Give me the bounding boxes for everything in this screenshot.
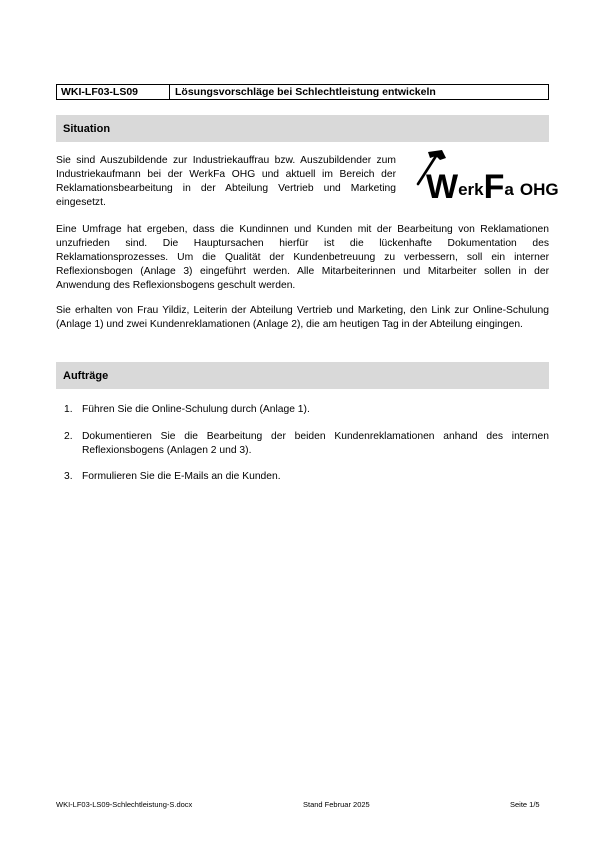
document-code: WKI-LF03-LS09	[57, 85, 170, 99]
task-item	[64, 403, 549, 417]
logo-wordmark: WerkFa OHG	[426, 168, 559, 206]
task-text: Dokumentieren Sie die Bearbeitung der beiden Kundenreklamationen anhand des internen Reflexionsbogens (Anlagen 2 und 3).	[82, 431, 549, 456]
footer-page-number: Seite 1/5	[510, 800, 540, 809]
footer-filename: WKI-LF03-LS09-Schlechtleistung-S.docx	[56, 800, 193, 809]
task-number: 1.	[64, 404, 73, 415]
task-item	[64, 430, 549, 458]
task-text: Führen Sie die Online-Schulung durch (Anlage 1).	[82, 404, 310, 415]
header-table	[56, 84, 549, 100]
situation-paragraph-2: Eine Umfrage hat ergeben, dass die Kundinnen und Kunden mit der Bearbeitung von Reklamationen unzufrieden sind. Die Hauptursachen hierfür ist die lückenhafte Dokumentation des Reklamationsprozesses. Um die Qualität der Kundenbetreuung zu verbessern, soll ein interner Reflexionsbogen (Anlage 3) eingeführt werden. Alle Mitarbeiterinnen und Mitarbeiter sollen in der Anwendung des Reflexionsbogens geschult werden.	[56, 224, 549, 291]
footer-stand: Stand Februar 2025	[303, 800, 370, 809]
werkfa-logo	[412, 148, 557, 204]
situation-paragraph-3: Sie erhalten von Frau Yildiz, Leiterin der Abteilung Vertrieb und Marketing, den Link zur Online-Schulung (Anlage 1) und zwei Kundenreklamationen (Anlage 2), die am heutigen Tag in der Abteilung eingingen.	[56, 305, 549, 330]
task-number: 2.	[64, 431, 73, 442]
task-text: Formulieren Sie die E-Mails an die Kunden.	[82, 471, 281, 482]
task-item	[64, 470, 549, 484]
task-number: 3.	[64, 471, 73, 482]
situation-heading: Situation	[56, 115, 549, 142]
document-title: Lösungsvorschläge bei Schlechtleistung entwickeln	[175, 86, 436, 98]
situation-paragraph-1: Sie sind Auszubildende zur Industriekauffrau bzw. Auszubildender zum Industriekaufmann bei der WerkFa OHG und aktuell im Bereich der Reklamationsbearbeitung in der Abteilung Vertrieb und Marketing eingesetzt.	[56, 155, 396, 208]
auftraege-heading: Aufträge	[56, 362, 549, 389]
